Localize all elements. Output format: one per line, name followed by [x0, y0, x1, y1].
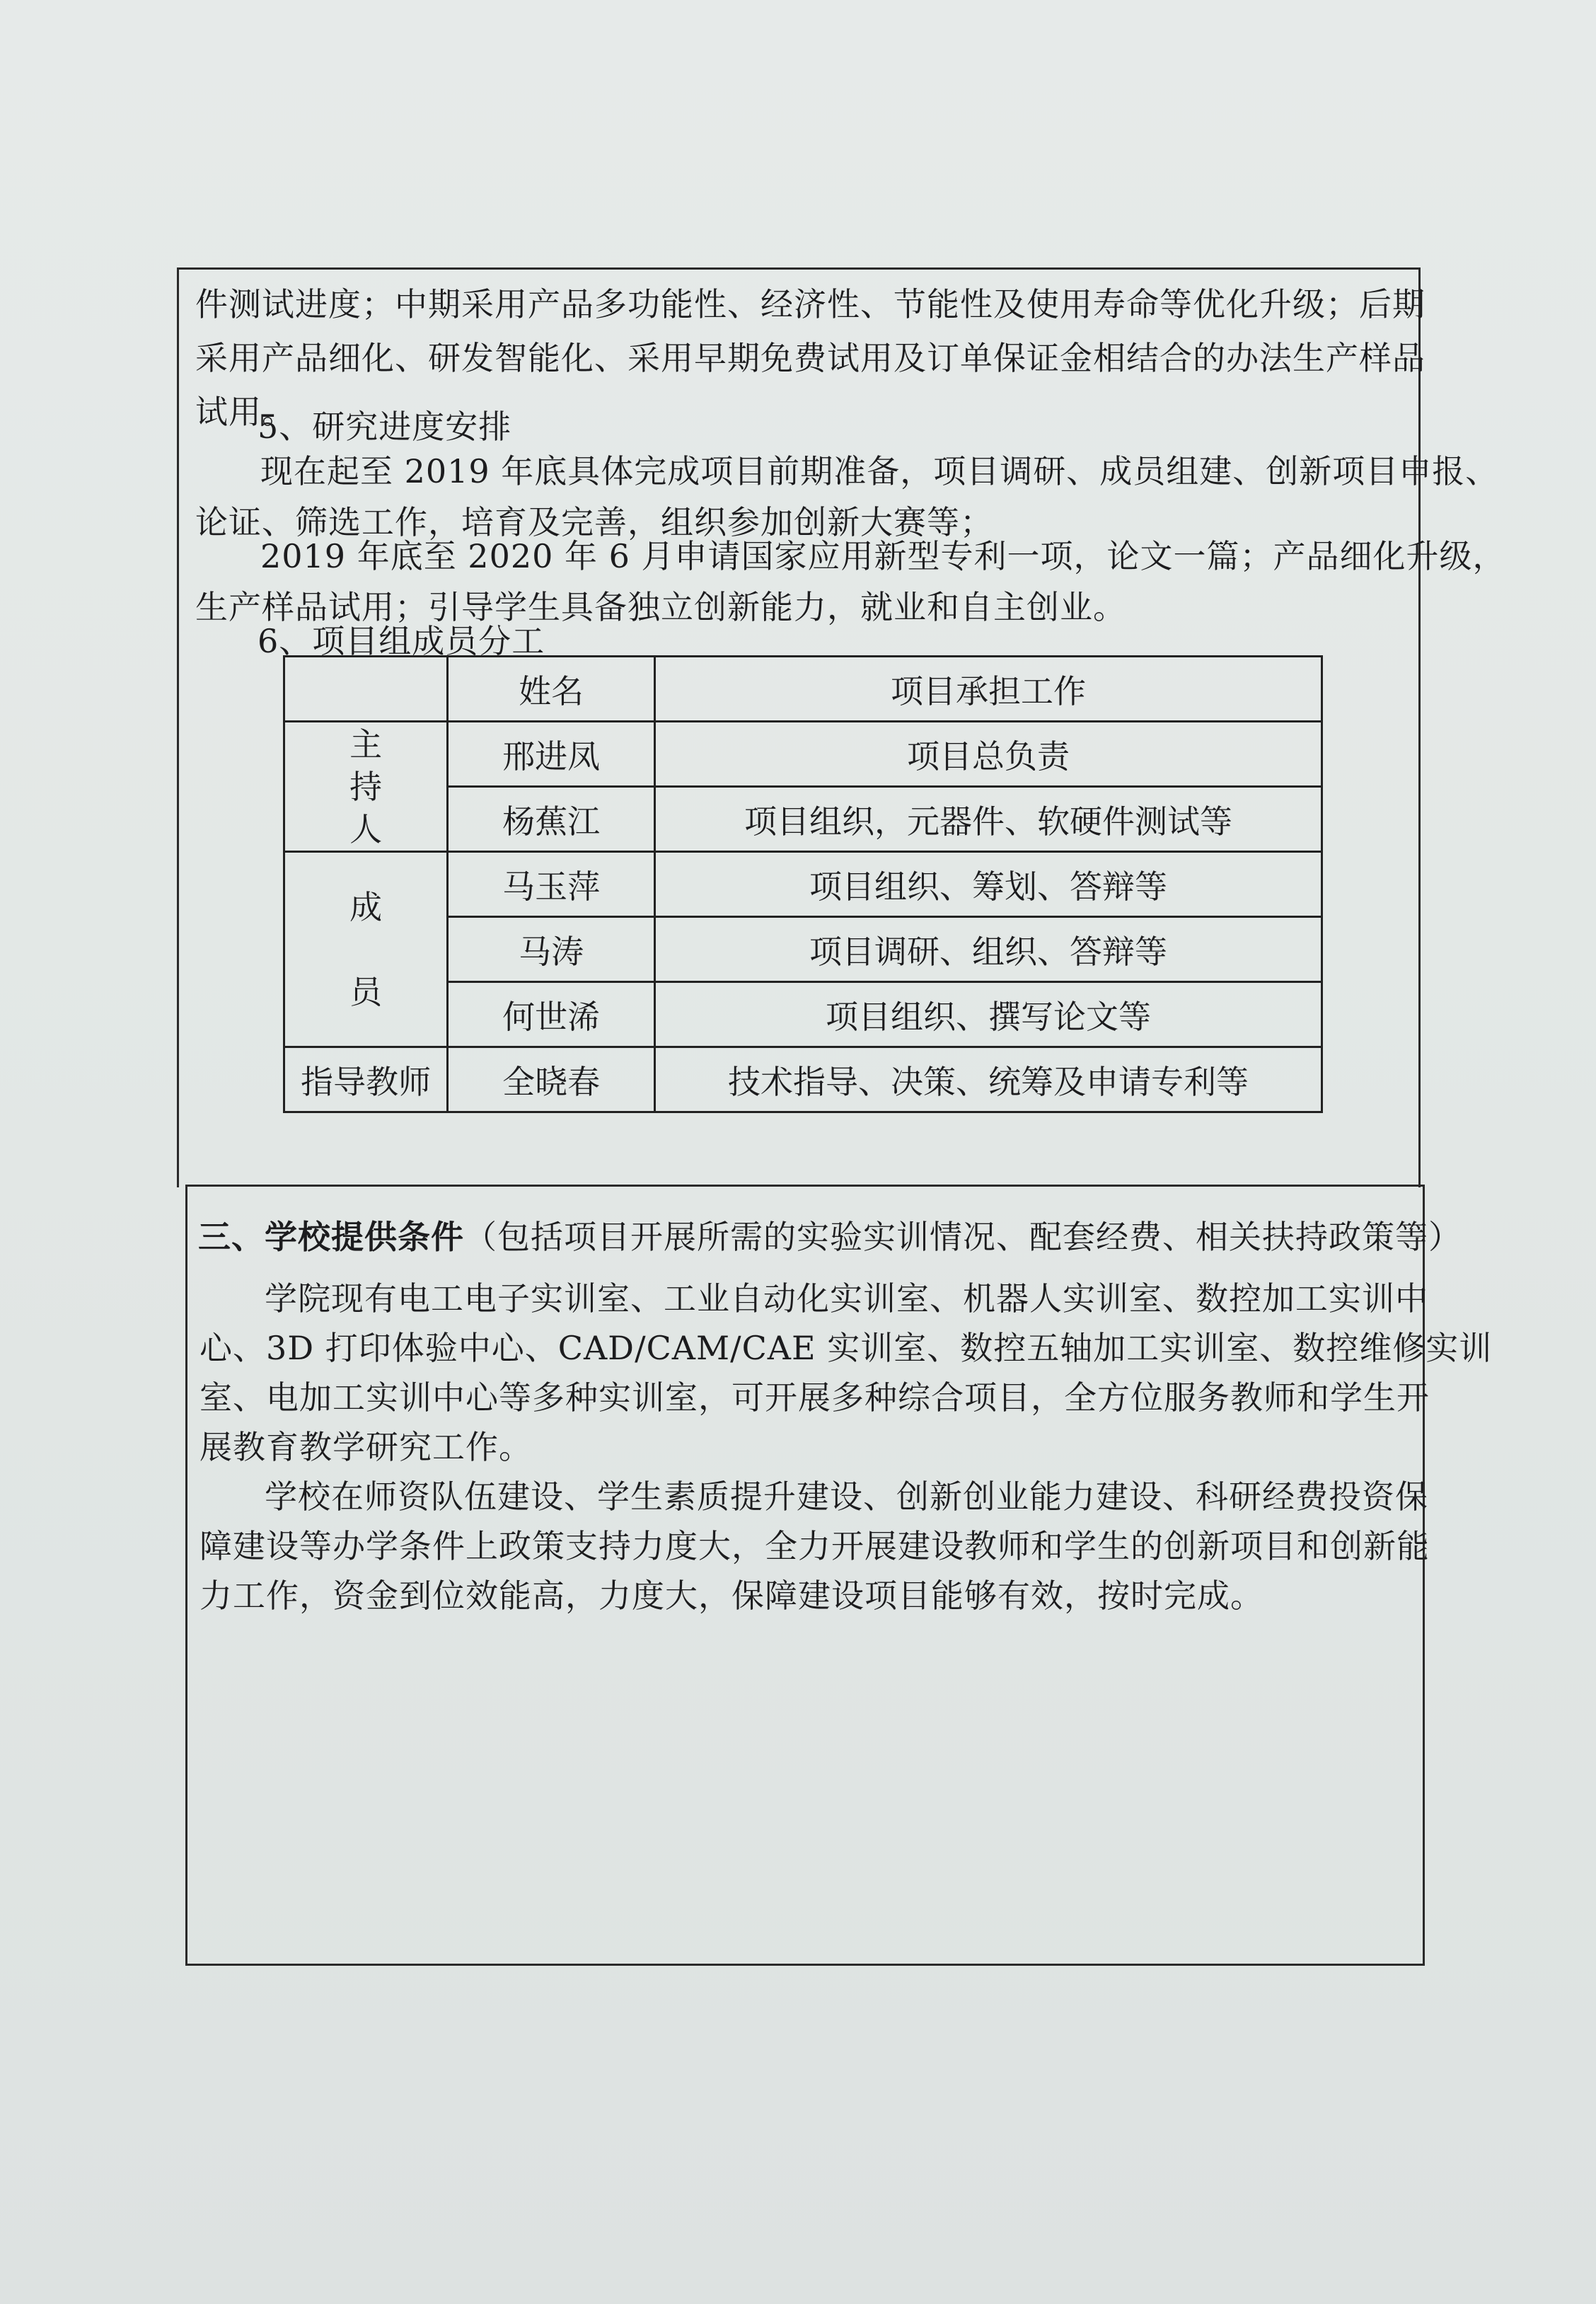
- schedule-paragraph-2: [195, 531, 1506, 633]
- text-line: 障建设等办学条件上政策支持力度大，全力开展建设教师和学生的创新项目和创新能: [200, 1527, 1430, 1565]
- text-line: 论证、筛选工作，培育及完善，组织参加创新大赛等；: [195, 503, 993, 541]
- school-conditions-paragraph-1: [200, 1274, 1492, 1472]
- section-title: 三、学校提供条件: [198, 1218, 464, 1256]
- heading-line: [198, 1210, 1462, 1264]
- table-header-row: [284, 657, 1322, 722]
- name-cell: 全晓春: [448, 1047, 655, 1112]
- text-line: 展教育教学研究工作。: [200, 1428, 532, 1466]
- header-task-cell: 项目承担工作: [654, 657, 1322, 722]
- role-label: 主 持 人: [349, 725, 383, 848]
- name-cell: 何世浠: [448, 982, 655, 1047]
- header-name-cell: 姓名: [448, 657, 655, 722]
- text-line: 采用产品细化、研发智能化、采用早期免费试用及订单保证金相结合的办法生产样品: [195, 339, 1426, 377]
- text-line: 室、电加工实训中心等多种实训室，可开展多种综合项目，全方位服务教师和学生开: [200, 1378, 1430, 1417]
- text-line: 力工作，资金到位效能高，力度大，保障建设项目能够有效，按时完成。: [200, 1577, 1264, 1615]
- table-row: [284, 1047, 1322, 1112]
- task-cell: 项目组织，元器件、软硬件测试等: [654, 787, 1322, 852]
- role-cell-members: [284, 852, 448, 1047]
- header-role-cell: [284, 657, 448, 722]
- task-cell: 技术指导、决策、统筹及申请专利等: [654, 1047, 1322, 1112]
- text-line: 试用。: [195, 393, 295, 431]
- section-title-note: （包括项目开展所需的实验实训情况、配套经费、相关扶持政策等）: [464, 1218, 1462, 1256]
- school-conditions-paragraph-2: [200, 1472, 1430, 1620]
- schedule-heading: [258, 402, 511, 451]
- task-cell: 项目组织、筹划、答辩等: [654, 852, 1322, 917]
- name-cell: 邢进凤: [448, 722, 655, 787]
- name-cell: 马涛: [448, 917, 655, 982]
- members-table: [283, 655, 1323, 1113]
- text-line: 生产样品试用；引导学生具备独立创新能力，就业和自主创业。: [195, 588, 1126, 626]
- heading-research-schedule: 5、研究进度安排: [258, 408, 512, 446]
- role-label: 成 员: [349, 887, 383, 1011]
- role-cell-advisor: 指导教师: [284, 1047, 448, 1112]
- table-row: [284, 722, 1322, 787]
- task-cell: 项目组织、撰写论文等: [654, 982, 1322, 1047]
- name-cell: 杨蕉江: [448, 787, 655, 852]
- text-line: 件测试进度；中期采用产品多功能性、经济性、节能性及使用寿命等优化升级；后期: [195, 285, 1426, 323]
- text-line: 学校在师资队伍建设、学生素质提升建设、创新创业能力建设、科研经费投资保: [265, 1478, 1428, 1516]
- text-line: 现在起至 2019 年底具体完成项目前期准备，项目调研、成员组建、创新项目申报、: [260, 452, 1499, 490]
- text-line: 学院现有电工电子实训室、工业自动化实训室、机器人实训室、数控加工实训中: [265, 1279, 1428, 1318]
- school-conditions-heading: [198, 1210, 1462, 1264]
- role-cell-host: [284, 722, 448, 852]
- task-cell: 项目调研、组织、答辩等: [654, 917, 1322, 982]
- heading-member-roles: 6、项目组成员分工: [258, 622, 545, 660]
- name-cell: 马玉萍: [448, 852, 655, 917]
- table-row: [284, 852, 1322, 917]
- task-cell: 项目总负责: [654, 722, 1322, 787]
- text-line: 心、3D 打印体验中心、CAD/CAM/CAE 实训室、数控五轴加工实训室、数控维修实训: [200, 1329, 1493, 1367]
- text-line: 2019 年底至 2020 年 6 月申请国家应用新型专利一项，论文一篇；产品细化升级，: [260, 537, 1506, 575]
